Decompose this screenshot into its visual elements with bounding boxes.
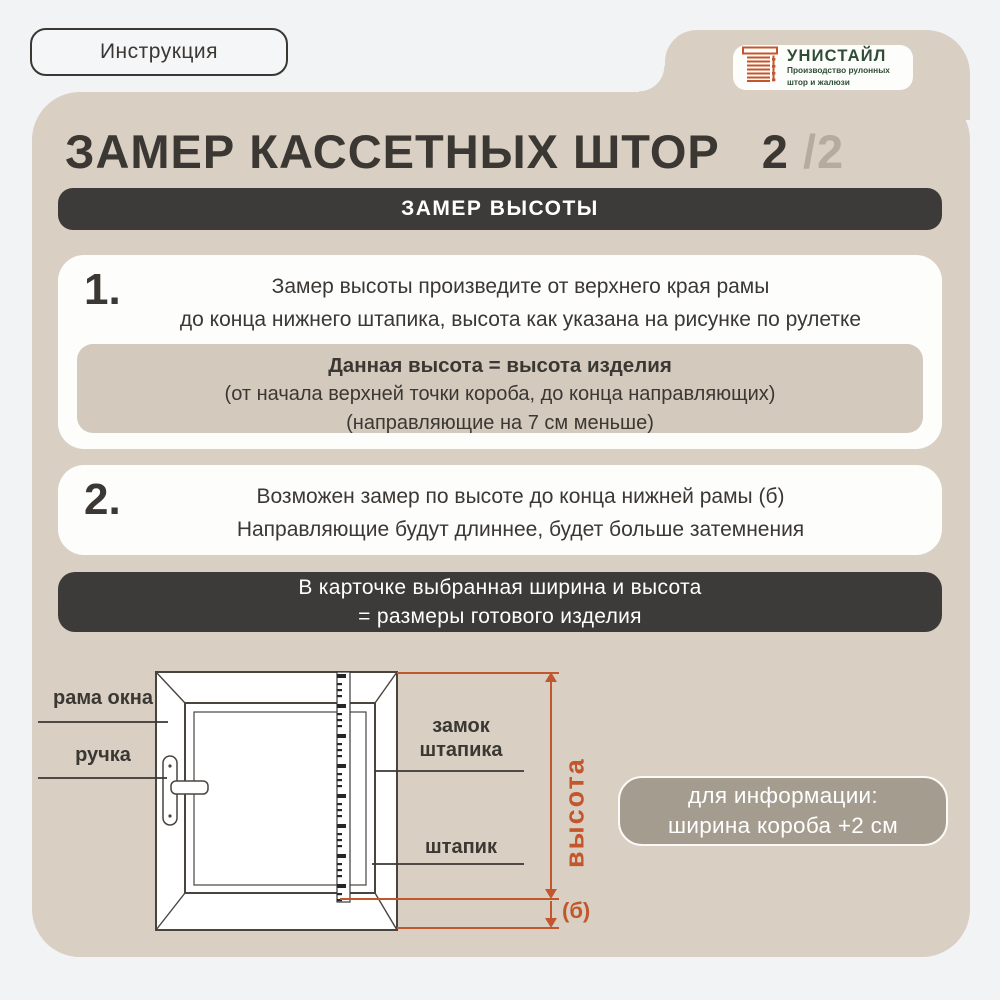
step-2-line2: Направляющие будут длиннее, будет больше затемнения [236,518,805,541]
panel-tab-fillet [639,66,665,92]
step-1-line2: до конца нижнего штапика, высота как указана на рисунке по рулетке [179,308,862,331]
note-title: Данная высота = высота изделия [328,354,672,377]
label-bead: штапик [425,836,497,858]
info-note-line2: ширина короба +2 см [668,813,898,838]
label-height: высота [559,757,590,869]
brand-name: УНИСТАЙЛ [787,46,887,65]
blinds-icon [741,46,781,89]
label-bead-lock-line1: замок [432,715,490,737]
info-note-bubble [618,776,948,846]
brand-text [787,48,890,88]
section-banner [58,188,942,230]
bottom-banner-line1: В карточке выбранная ширина и высота [298,576,702,599]
instruction-badge-label: Инструкция [99,40,219,63]
step-1-number: 1. [84,265,121,314]
step-2-line1: Возможен замер по высоте до конца нижней рамы (б) [256,485,785,508]
label-bead-lock [400,714,522,762]
step-1-note [77,344,923,433]
step-2-card [58,465,942,555]
brand-logo [733,45,913,90]
note-line2: (направляющие на 7 см меньше) [346,412,654,434]
note-line1: (от начала верхней точки короба, до конца направляющих) [224,383,776,405]
section-banner-label: ЗАМЕР ВЫСОТЫ [401,197,599,220]
brand-tagline-line2: штор и жалюзи [787,76,850,87]
label-window-frame: рама окна [53,687,153,709]
brand-tagline-line1: Производство рулонных [787,65,890,76]
label-handle: ручка [75,744,131,766]
bottom-banner [58,572,942,632]
step-1-line1: Замер высоты произведите от верхнего края рамы [271,275,770,298]
label-bead-lock-line2: штапика [419,739,503,761]
page-title [65,124,945,179]
page-number-current: 2 [761,125,789,178]
step-2-number: 2. [84,475,121,524]
step-1-text [113,270,928,336]
info-note-line1: для информации: [688,783,878,808]
bottom-banner-line2: = размеры готового изделия [358,605,642,628]
step-2-text [113,480,928,546]
label-b-mark: (б) [562,898,591,923]
step-1-card [58,255,942,449]
page-number-total: /2 [803,125,845,178]
page-title-text: ЗАМЕР КАССЕТНЫХ ШТОР [65,125,720,178]
instruction-badge [30,28,288,76]
